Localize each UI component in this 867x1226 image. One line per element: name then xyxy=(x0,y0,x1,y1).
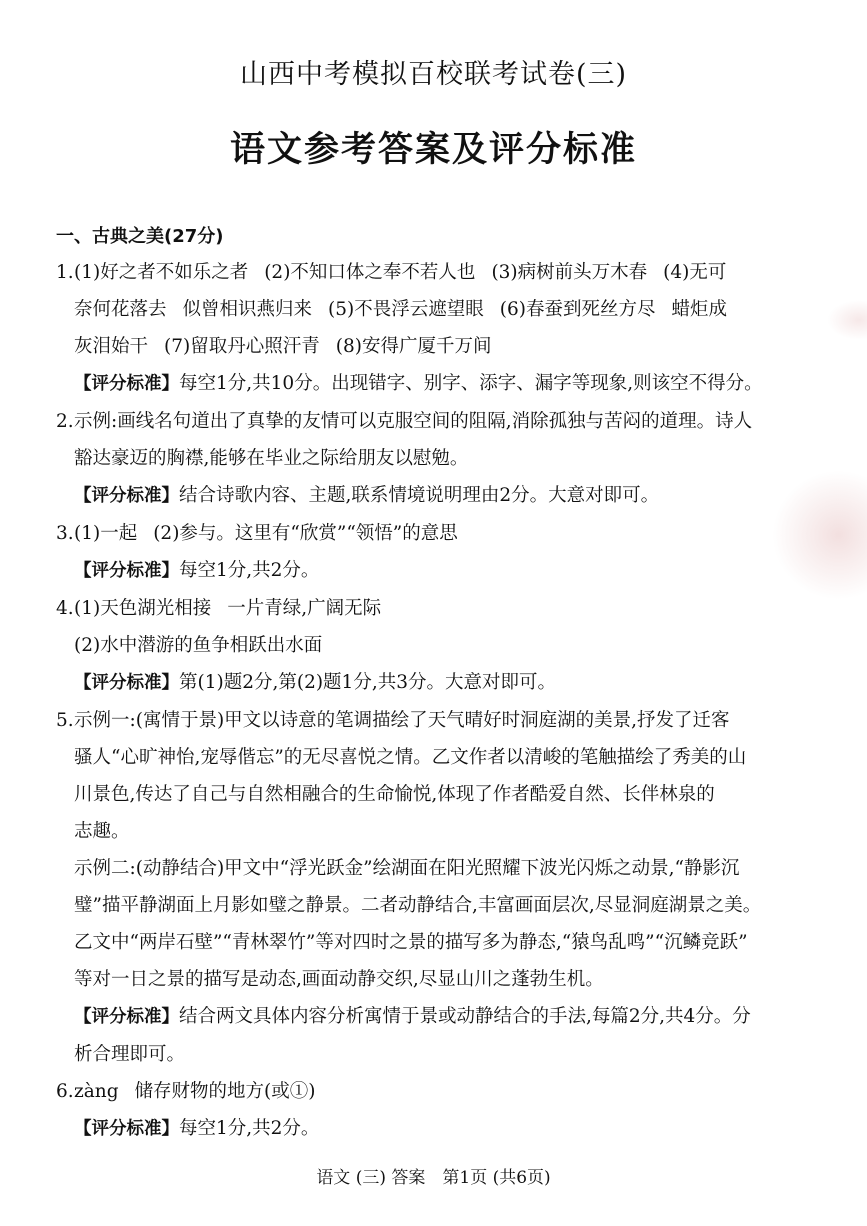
question-6 xyxy=(56,1073,804,1148)
answer-line: 乙文中“两岸石壁”“青林翠竹”等对四时之景的描写多为静态,“猿鸟乱鸣”“沉鳞竞跃” xyxy=(74,932,748,953)
answer-item: (5)不畏浮云遮望眼 xyxy=(328,299,484,320)
answer-item: (8)安得广厦千万间 xyxy=(335,336,492,357)
scoring-text: 第(1)题2分,第(2)题1分,共3分。大意对即可。 xyxy=(179,672,556,693)
answer-line xyxy=(74,291,804,328)
question-number: 5. xyxy=(56,710,74,731)
scoring-text: 每空1分,共2分。 xyxy=(179,1118,320,1139)
page-footer: 语文 (三) 答案 第1页 (共6页) xyxy=(316,1168,551,1188)
scoring-label: 【评分标准】 xyxy=(74,374,179,394)
page-title: 语文参考答案及评分标准 xyxy=(229,129,637,170)
answer-item: 似曾相识燕归来 xyxy=(182,299,313,320)
answer-line: 璧”描平静湖面上月影如璧之静景。二者动静结合,丰富画面层次,尽显洞庭湖景之美。 xyxy=(74,895,762,916)
question-number: 1. xyxy=(56,262,74,283)
question-3 xyxy=(56,515,804,590)
question-number: 2. xyxy=(56,411,74,432)
question-number: 3. xyxy=(56,523,74,544)
paper-stain xyxy=(827,300,867,340)
scoring-standard xyxy=(74,664,804,702)
answer-item: (3)病树前头万木春 xyxy=(491,262,648,283)
answer-item: (7)留取丹心照汗青 xyxy=(164,336,320,357)
answer-line: 等对一日之景的描写是动态,画面动静交织,尽显山川之蓬勃生机。 xyxy=(74,969,604,990)
answer-line: 骚人“心旷神怡,宠辱偕忘”的无尽喜悦之情。乙文作者以清峻的笔触描绘了秀美的山 xyxy=(74,747,747,768)
scoring-text: 结合两文具体内容分析寓情于景或动静结合的手法,每篇2分,共4分。分 xyxy=(179,1006,751,1027)
answer-item: (2)不知口体之奉不若人也 xyxy=(264,262,476,283)
scoring-text: 每空1分,共2分。 xyxy=(179,560,320,581)
answer-line xyxy=(74,515,804,552)
answer-line xyxy=(74,590,804,627)
question-number: 6. xyxy=(56,1081,74,1102)
answer-line: 川景色,传达了自己与自然相融合的生命愉悦,体现了作者酷爱自然、长伴林泉的 xyxy=(74,784,715,805)
answer-item: zàng xyxy=(74,1081,119,1102)
section-heading: 一、古典之美(27分) xyxy=(56,226,224,247)
answer-item: 奈何花落去 xyxy=(74,299,167,320)
scoring-text: 每空1分,共10分。出现错字、别字、添字、漏字等现象,则该空不得分。 xyxy=(179,373,763,394)
question-2 xyxy=(56,403,804,515)
answer-content xyxy=(56,254,804,1148)
answer-line xyxy=(74,328,804,365)
answer-item: (2)参与。这里有“欣赏”“领悟”的意思 xyxy=(153,523,458,544)
answer-line: (2)水中潜游的鱼争相跃出水面 xyxy=(74,635,323,656)
answer-item: 一片青绿,广阔无际 xyxy=(227,598,382,619)
question-5 xyxy=(56,702,804,1073)
answer-item: 蜡炬成 xyxy=(671,299,727,320)
answer-line: 示例一:(寓情于景)甲文以诗意的笔调描绘了天气晴好时洞庭湖的美景,抒发了迁客 xyxy=(74,710,730,731)
scoring-standard xyxy=(74,1110,804,1148)
answer-item: (1)天色湖光相接 xyxy=(74,598,212,619)
question-number: 4. xyxy=(56,598,74,619)
answer-item: 灰泪始干 xyxy=(74,336,149,357)
scoring-standard xyxy=(74,477,804,515)
answer-line: 示例二:(动静结合)甲文中“浮光跃金”绘湖面在阳光照耀下波光闪烁之动景,“静影沉 xyxy=(74,858,740,879)
answer-item: (1)一起 xyxy=(74,523,138,544)
answer-line: 志趣。 xyxy=(74,821,130,842)
scoring-text: 结合诗歌内容、主题,联系情境说明理由2分。大意对即可。 xyxy=(179,485,660,506)
answer-item: (1)好之者不如乐之者 xyxy=(74,262,249,283)
scoring-label: 【评分标准】 xyxy=(74,1007,179,1027)
answer-item: 储存财物的地方(或①) xyxy=(134,1081,316,1102)
scoring-standard xyxy=(74,552,804,590)
scoring-standard-cont: 析合理即可。 xyxy=(74,1044,186,1065)
answer-line xyxy=(74,254,804,291)
question-4 xyxy=(56,590,804,702)
question-1 xyxy=(56,254,804,403)
scoring-standard xyxy=(74,998,804,1036)
answer-line: 豁达豪迈的胸襟,能够在毕业之际给朋友以慰勉。 xyxy=(74,448,469,469)
scoring-standard xyxy=(74,365,804,403)
answer-item: (4)无可 xyxy=(663,262,727,283)
scoring-label: 【评分标准】 xyxy=(74,1119,179,1139)
exam-title: 山西中考模拟百校联考试卷(三) xyxy=(239,59,628,90)
scoring-label: 【评分标准】 xyxy=(74,561,179,581)
scoring-label: 【评分标准】 xyxy=(74,673,179,693)
answer-line: 示例:画线名句道出了真挚的友情可以克服空间的阻隔,消除孤独与苦闷的道理。诗人 xyxy=(74,411,753,432)
answer-item: (6)春蚕到死丝方尽 xyxy=(499,299,656,320)
scoring-label: 【评分标准】 xyxy=(74,486,179,506)
answer-line xyxy=(74,1073,804,1110)
